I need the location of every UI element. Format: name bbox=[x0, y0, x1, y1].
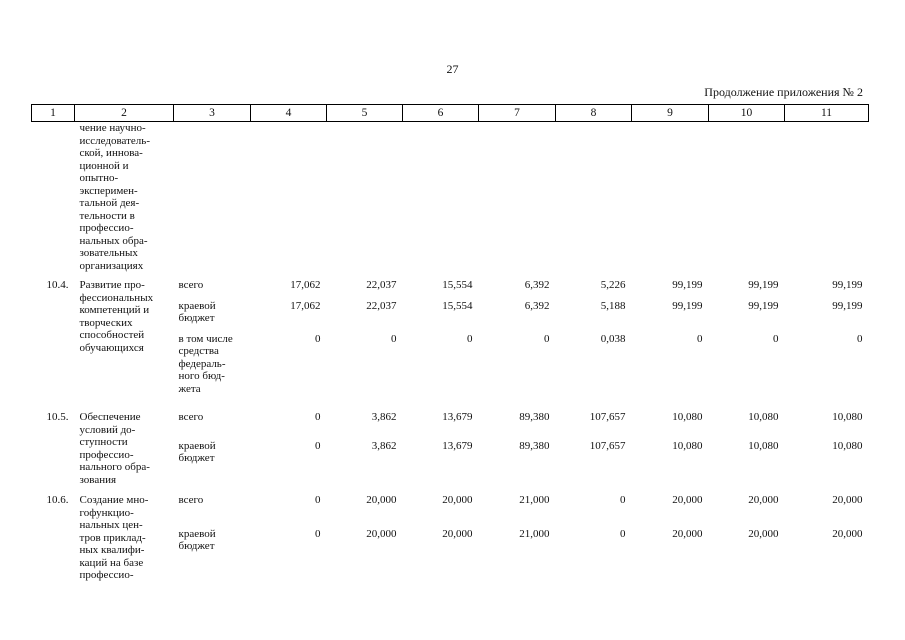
funding-type: краевой бюджет bbox=[178, 299, 216, 324]
spacer-row bbox=[32, 403, 869, 411]
value-cell: 0 bbox=[773, 332, 779, 345]
value-cell: 17,062 bbox=[290, 279, 321, 291]
value-cell: 20,000 bbox=[366, 494, 397, 506]
column-header: 10 bbox=[709, 105, 785, 122]
value-cell: 22,037 bbox=[366, 279, 397, 291]
table-row bbox=[32, 279, 869, 300]
value-cell: 20,000 bbox=[672, 527, 703, 540]
page-number: 27 bbox=[446, 62, 459, 76]
table-row bbox=[32, 411, 869, 440]
value-cell: 99,199 bbox=[832, 299, 863, 312]
value-cell: 0 bbox=[467, 332, 473, 345]
value-cell: 20,000 bbox=[672, 494, 703, 506]
value-cell: 22,037 bbox=[366, 299, 397, 312]
column-header: 6 bbox=[403, 105, 479, 122]
value-cell: 13,679 bbox=[442, 439, 473, 452]
value-cell: 21,000 bbox=[519, 494, 550, 506]
column-header: 9 bbox=[632, 105, 709, 122]
spacer-row bbox=[32, 486, 869, 494]
value-cell: 99,199 bbox=[748, 279, 779, 291]
column-header: 4 bbox=[251, 105, 327, 122]
value-cell: 10,080 bbox=[832, 411, 863, 423]
value-cell: 10,080 bbox=[748, 439, 779, 452]
value-cell: 21,000 bbox=[519, 527, 550, 540]
carryover-name: чение научно- исследователь- ской, иннова- ционной и опытно- эксперимен- тальной дея- тельности в профессио- нальных обра- зовательных организациях bbox=[79, 122, 150, 272]
value-cell: 20,000 bbox=[748, 494, 779, 506]
value-cell: 5,226 bbox=[600, 279, 626, 291]
value-cell: 3,862 bbox=[371, 439, 397, 452]
value-cell: 99,199 bbox=[748, 299, 779, 312]
value-cell: 15,554 bbox=[442, 299, 473, 312]
column-header: 5 bbox=[327, 105, 403, 122]
value-cell: 17,062 bbox=[290, 299, 321, 312]
spacer-row bbox=[32, 272, 869, 279]
value-cell: 99,199 bbox=[672, 299, 703, 312]
row-name: Обеспечение условий до- ступности профессио- нального обра- зования bbox=[79, 411, 150, 486]
value-cell: 20,000 bbox=[832, 494, 863, 506]
funding-type: краевой бюджет bbox=[178, 527, 216, 553]
value-cell: 0 bbox=[857, 332, 863, 345]
value-cell: 3,862 bbox=[371, 411, 397, 423]
funding-type: всего bbox=[178, 279, 204, 291]
row-code: 10.6. bbox=[46, 494, 69, 506]
value-cell: 10,080 bbox=[832, 439, 863, 452]
row-name: Развитие про- фессиональных компетенций и творческих способностей обучающихся bbox=[79, 279, 154, 354]
column-header: 8 bbox=[556, 105, 632, 122]
column-header: 2 bbox=[75, 105, 174, 122]
column-header: 3 bbox=[174, 105, 251, 122]
value-cell: 6,392 bbox=[524, 279, 550, 291]
column-header: 11 bbox=[785, 105, 869, 122]
funding-type: в том числе средства федераль- ного бюд- жета bbox=[178, 332, 233, 395]
funding-type: краевой бюджет bbox=[178, 439, 216, 465]
table-row bbox=[32, 494, 869, 528]
column-header: 1 bbox=[32, 105, 75, 122]
funding-type: всего bbox=[178, 494, 204, 506]
funding-type: всего bbox=[178, 411, 204, 423]
value-cell: 5,188 bbox=[600, 299, 626, 312]
value-cell: 0 bbox=[315, 494, 321, 506]
value-cell: 10,080 bbox=[672, 439, 703, 452]
value-cell: 20,000 bbox=[832, 527, 863, 540]
continuation-label: Продолжение приложения № 2 bbox=[704, 85, 863, 99]
value-cell: 20,000 bbox=[442, 527, 473, 540]
value-cell: 0 bbox=[544, 332, 550, 345]
value-cell: 10,080 bbox=[672, 411, 703, 423]
value-cell: 0 bbox=[391, 332, 397, 345]
row-code: 10.4. bbox=[46, 279, 69, 291]
value-cell: 13,679 bbox=[442, 411, 473, 423]
row-code: 10.5. bbox=[46, 411, 69, 423]
value-cell: 99,199 bbox=[832, 279, 863, 291]
value-cell: 0 bbox=[620, 527, 626, 540]
header-row bbox=[32, 105, 869, 122]
value-cell: 0,038 bbox=[600, 332, 626, 345]
value-cell: 0 bbox=[315, 411, 321, 423]
value-cell: 20,000 bbox=[442, 494, 473, 506]
value-cell: 89,380 bbox=[519, 439, 550, 452]
value-cell: 107,657 bbox=[589, 439, 626, 452]
value-cell: 20,000 bbox=[366, 527, 397, 540]
value-cell: 0 bbox=[620, 494, 626, 506]
value-cell: 0 bbox=[697, 332, 703, 345]
value-cell: 0 bbox=[315, 332, 321, 345]
value-cell: 0 bbox=[315, 439, 321, 452]
value-cell: 20,000 bbox=[748, 527, 779, 540]
row-name: Создание мно- гофункцио- нальных цен- тров приклад- ных квалифи- каций на базе профессио- bbox=[79, 494, 149, 581]
table-body bbox=[32, 122, 869, 582]
value-cell: 15,554 bbox=[442, 279, 473, 291]
value-cell: 89,380 bbox=[519, 411, 550, 423]
column-header: 7 bbox=[479, 105, 556, 122]
value-cell: 0 bbox=[315, 527, 321, 540]
carryover-row bbox=[32, 122, 869, 273]
value-cell: 6,392 bbox=[524, 299, 550, 312]
value-cell: 10,080 bbox=[748, 411, 779, 423]
value-cell: 99,199 bbox=[672, 279, 703, 291]
value-cell: 107,657 bbox=[589, 411, 626, 423]
budget-table bbox=[31, 104, 869, 582]
